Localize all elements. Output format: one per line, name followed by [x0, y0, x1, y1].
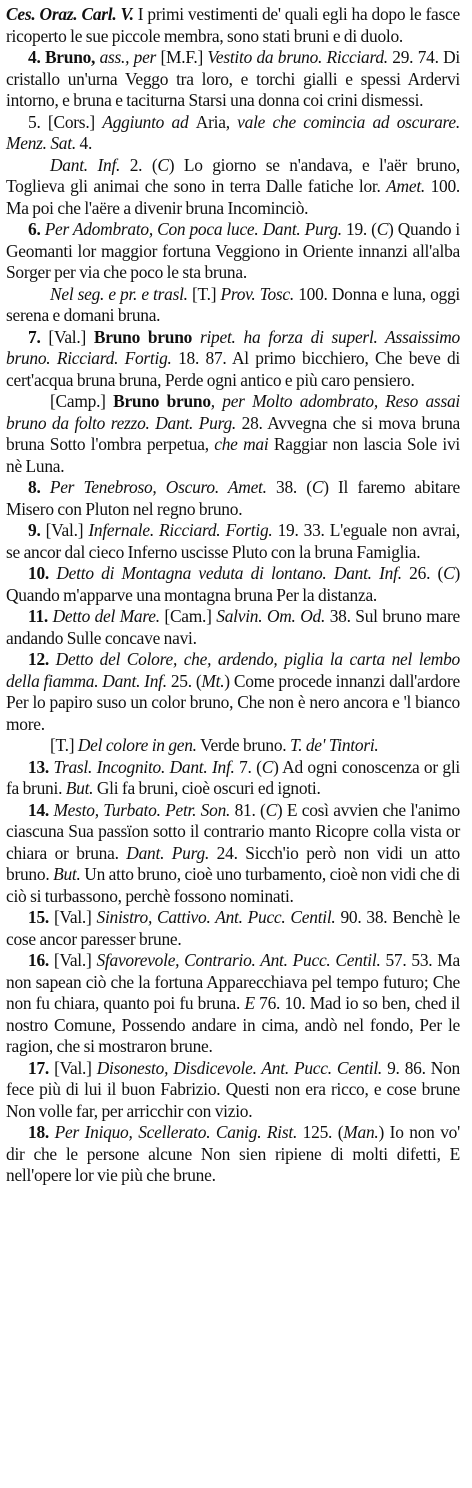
entry-text-run: 25. (: [166, 670, 202, 691]
entry-text-run: Bruno bruno: [93, 326, 200, 347]
entry-text-run: 28. Avvegna che si mova bruna bruna Sotto l'ombra perpetua,: [6, 412, 464, 454]
entry-text-run: 125. (: [297, 1122, 344, 1142]
entry-text-run: ) Il faremo abitare Misero con Pluton nel regno bruno.: [6, 477, 464, 519]
entry-text-run: C: [265, 799, 277, 820]
entry-text-run: But.: [53, 864, 81, 884]
entry-text-run: [M.F.]: [160, 47, 208, 67]
entry-text-run: 26. (: [401, 563, 444, 583]
entry-text-run: Disonesto, Disdicevole. Ant. Pucc. Centil.: [96, 1057, 383, 1078]
entry-text-run: 15.: [28, 907, 54, 927]
entry-text-run: Salvin. Om. Od.: [216, 606, 326, 626]
entry-text-run: Sinistro, Cattivo. Ant. Pucc. Centil.: [96, 907, 336, 927]
entry-text-run: 10.: [28, 563, 57, 583]
dictionary-entry: [6, 154, 464, 220]
entry-text-run: 38. Sul bruno mare andando Sulle concave navi.: [6, 606, 464, 648]
entry-text-run: [Val.]: [53, 907, 97, 927]
entry-text-run: Ces. Oraz. Carl. V.: [6, 4, 134, 24]
dictionary-entry: [6, 219, 464, 284]
entry-text-run: 81. (: [230, 799, 266, 820]
entry-text-run: ) Come procede innanzi dall'ardore Per lo papiro suso un color bruno, Che non è nero ancora e 'l bianco more.: [6, 670, 464, 734]
dictionary-entry: [6, 907, 464, 950]
entry-text-run: I primi vestimenti de' quali egli ha dopo le fasce ricoperto le sue piccole membra, sono stati bruni e di duolo.: [6, 4, 464, 46]
entry-text-run: 19. 33. L'eguale non avrai, se ancor dal cieco Inferno uscisse Pluto con la bruna Famiglia.: [6, 520, 464, 562]
dictionary-entry: [6, 477, 464, 520]
entry-text-run: Dant. Purg.: [126, 842, 210, 863]
dictionary-entry: [6, 111, 464, 155]
entry-text-run: Detto del Mare.: [52, 606, 160, 626]
dictionary-entry: [6, 47, 464, 112]
entry-text-run: , per Molto adombrato, Reso assai bruno da folto rezzo. Dant. Purg.: [6, 391, 464, 433]
entry-text-run: 8.: [28, 477, 50, 497]
entry-text-run: 76. 10. Mad io so ben, ched il nostro Comune, Possendo andare in cima, andò nel fondo, Per le ragion, che si mostraron brune.: [6, 993, 464, 1056]
entry-text-run: [T.]: [187, 283, 221, 304]
dictionary-entry: [6, 1057, 464, 1123]
entry-text-run: Nel seg. e pr. e trasl.: [50, 283, 188, 304]
entry-text-run: Trasl. Incognito. Dant. Inf.: [53, 756, 235, 777]
dictionary-entry: [6, 735, 460, 757]
entry-text-run: 11.: [28, 606, 53, 626]
entry-text-run: 9. 86. Non fece più di lui il buon Fabrizio. Questi non era ricco, e cose brune Non volle far, per arricchir con vizio.: [6, 1057, 464, 1121]
entry-text-run: E: [244, 993, 255, 1013]
dictionary-entry: [6, 563, 464, 606]
entry-text-run: ) E così avvien che l'animo ciascuna Sua passïon sotto il contrario manto Ricopre colla vista or chiara or bruna.: [6, 799, 464, 863]
entry-text-run: [Val.]: [53, 950, 97, 970]
entry-text-run: 19. (: [341, 219, 377, 239]
entry-text-run: 4. Bruno,: [28, 47, 100, 67]
entry-text-run: 2. (: [120, 154, 158, 175]
entry-text-run: ripet. ha forza di superl. Assaissimo bruno. Ricciard. Fortig.: [6, 326, 464, 368]
entry-text-run: Un atto bruno, cioè uno turbamento, cioè non vidi che di ciò si turbassono, perchè fossono nominati.: [6, 864, 464, 906]
entry-text-run: che mai: [214, 434, 274, 454]
entry-text-run: 17.: [28, 1057, 55, 1078]
entry-text-run: 100. Ma poi che l'aëre a divenir bruna Incominciò.: [6, 176, 464, 218]
entry-text-run: 4.: [75, 133, 93, 153]
entry-text-run: 16.: [28, 950, 54, 970]
entry-text-run: ) Lo giorno se n'andava, e l'aër bruno, Toglieva gli animai che sono in terra Dalle fatiche lor.: [6, 154, 464, 196]
entry-text-run: 5. [Cors.]: [28, 111, 103, 132]
entry-text-run: Mt.: [201, 670, 225, 691]
entry-text-run: , vale che comincia ad oscurare. Menz. Sat.: [6, 111, 464, 153]
entry-text-run: Sfavorevole, Contrario. Ant. Pucc. Centil.: [96, 950, 381, 970]
entry-text-run: Dant. Inf.: [50, 154, 121, 175]
entry-text-run: Prov. Tosc.: [220, 283, 294, 304]
entry-text-run: C: [443, 563, 455, 583]
entry-text-run: 29. 74. Di cristallo un'urna Veggo tra loro, e torchi gialli e spessi Ardervi intorno, e bruna e taciturna Starsi una donna coi crini dismessi.: [6, 47, 464, 110]
entry-text-run: 9.: [28, 520, 46, 540]
dictionary-entry: [6, 756, 464, 800]
entry-text-run: [Val.]: [48, 326, 94, 347]
entry-text-run: 6.: [28, 219, 45, 239]
entry-text-run: ) Quando m'apparve una montagna bruna Per la distanza.: [6, 563, 464, 605]
entry-text-run: Mesto, Turbato. Petr. Son.: [53, 799, 231, 820]
entry-text-run: C: [157, 154, 169, 175]
entry-text-run: Del colore in gen.: [77, 735, 197, 755]
entry-text-run: [Val.]: [45, 520, 89, 540]
dictionary-entry: [6, 1122, 464, 1187]
entry-text-run: ass., per: [99, 47, 161, 67]
entry-text-run: C: [376, 219, 389, 239]
entry-text-run: Man.: [343, 1122, 379, 1142]
entry-text-run: Per Adombrato, Con poca luce. Dant. Purg.: [44, 219, 342, 239]
entry-text-run: 13.: [28, 756, 54, 777]
entry-text-run: 7. (: [234, 756, 262, 777]
dictionary-entry: [6, 649, 464, 735]
entry-text-run: T. de' Tintori.: [290, 735, 379, 755]
entry-text-run: Aria: [195, 111, 226, 132]
dictionary-entry: [6, 283, 464, 327]
entry-text-run: 38. (: [266, 477, 312, 497]
entry-text-run: 90. 38. Benchè le cose ancor paresser brune.: [6, 907, 464, 949]
entry-text-run: Amet.: [386, 176, 426, 196]
dictionary-entry: [6, 950, 464, 1058]
entry-text-run: Per Iniquo, Scellerato. Canig. Rist.: [54, 1122, 298, 1142]
entry-text-run: Verde bruno.: [196, 735, 290, 755]
entry-text-run: C: [311, 477, 324, 497]
dictionary-entry: [6, 391, 464, 477]
entry-text-run: Raggiar non lascia Sole ivi nè Luna.: [6, 434, 464, 476]
entry-text-run: [Cam.]: [159, 606, 217, 626]
entry-text-run: C: [261, 756, 274, 777]
entry-text-run: 24. Sicch'io però non vidi un atto bruno.: [6, 842, 464, 884]
entry-text-run: Per Tenebroso, Oscuro. Amet.: [49, 477, 267, 497]
dictionary-entry: [6, 799, 464, 908]
entry-text-run: 57. 53. Ma non sapean ciò che la fortuna Apparecchiava pel tempo futuro; Che non fu chiara, quanto poi fu bruna.: [6, 950, 464, 1013]
entry-text-run: ) Quando i Geomanti lor maggior fortuna Veggiono in Oriente innanzi all'alba Sorger per via che poco le sta bruna.: [6, 219, 464, 282]
entry-text-run: Aggiunto ad: [102, 111, 196, 132]
entry-text-run: Vestito da bruno. Ricciard.: [207, 47, 388, 67]
entry-text-run: Gli fa bruni, cioè oscuri ed ignoti.: [93, 778, 321, 798]
entry-text-run: 14.: [28, 799, 54, 820]
dictionary-entry: [6, 520, 464, 563]
entry-text-run: ) Io non vo' dir che le persone alcune Non sien ripiene di molti difetti, E nell'opere lor vie più che brune.: [6, 1122, 464, 1185]
dictionary-entry: [6, 4, 464, 47]
entry-text-run: [Camp.]: [50, 391, 114, 411]
entry-text-run: 100. Donna e luna, oggi serena e domani bruna.: [6, 283, 464, 325]
entry-text-run: 7.: [28, 326, 49, 347]
entry-text-run: 12.: [28, 649, 56, 669]
dictionary-entry: [6, 606, 464, 649]
dictionary-entry: [6, 326, 464, 392]
entry-text-run: [T.]: [50, 735, 78, 755]
entry-text-run: 18. 87. Al primo bicchiero, Che beve di cert'acqua bruna bruna, Perde ogni antico e più caro pensiero.: [6, 348, 464, 390]
entry-text-run: Infernale. Ricciard. Fortig.: [88, 520, 273, 540]
entry-text-run: 18.: [28, 1122, 55, 1142]
entry-text-run: [Val.]: [54, 1057, 97, 1078]
entry-text-run: ) Ad ogni conoscenza or gli fa bruni.: [6, 756, 464, 798]
entry-text-run: Detto del Colore, che, ardendo, piglia la carta nel lembo della fiamma. Dant. Inf.: [6, 649, 464, 691]
entry-text-run: But.: [65, 778, 94, 798]
entry-text-run: Detto di Montagna veduta di lontano. Dant. Inf.: [56, 563, 402, 583]
entry-text-run: Bruno bruno: [113, 391, 211, 411]
